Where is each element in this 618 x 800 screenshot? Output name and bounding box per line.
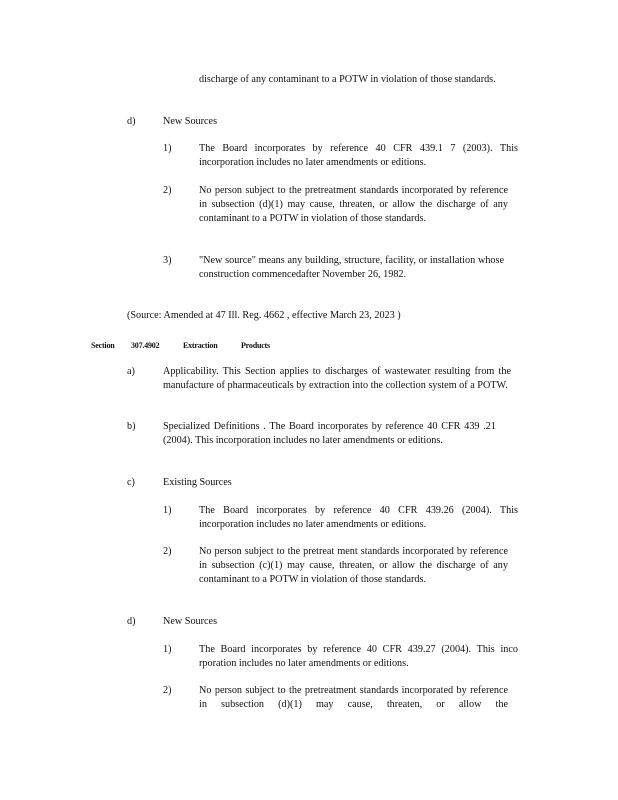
item-text: No person subject to the pretreatment standards incorporated by reference in subsection (d)(1) may cause, threaten, or allow the discharge of any contaminant to a POTW in violation of those standards.	[199, 185, 508, 224]
item-text: No person subject to the pretreat ment standards incorporated by reference in subsection (c)(1) may cause, threaten, or allow the discharge of any contaminant to a POTW in violation of those standards.	[199, 546, 508, 585]
item-number: 2)	[163, 546, 172, 557]
item-number: 2)	[163, 185, 172, 196]
section-title-word-1: Extraction	[183, 341, 218, 350]
item-text: "New source" means any building, structure, facility, or installation whose construction commencedafter November 26, 1982.	[199, 255, 504, 280]
section-title-word-2: Products	[241, 341, 270, 350]
item-number: 2)	[163, 685, 172, 696]
subsection-label-c: c)	[127, 477, 135, 488]
item-number: 1)	[163, 505, 172, 516]
item-text: No person subject to the pretreatment standards incorporated by reference in subsection (d)(1) may cause, threaten, or allow the	[199, 685, 508, 710]
item-text: The Board incorporates by reference 40 CFR 439.1 7 (2003). This incorporation includes no later amendments or editions.	[199, 143, 518, 168]
subsection-label-b: b)	[127, 421, 136, 432]
subsection-label-d: d)	[127, 616, 136, 627]
subsection-title-existing-sources: Existing Sources	[163, 477, 232, 488]
item-number: 3)	[163, 255, 172, 266]
applicability-paragraph: Applicability. This Section applies to discharges of wastewater resulting from the manufacture of pharmaceuticals by extraction into the collection system of a POTW.	[163, 366, 511, 391]
definitions-paragraph: Specialized Definitions . The Board incorporates by reference 40 CFR 439 .21 (2004). This incorporation includes no later amendments or editions.	[163, 421, 496, 446]
item-text: The Board incorporates by reference 40 CFR 439.27 (2004). This inco rporation includes no later amendments or editions.	[199, 644, 518, 669]
item-number: 1)	[163, 644, 172, 655]
section-number: 307.4902	[131, 341, 160, 350]
source-note: (Source: Amended at 47 Ill. Reg. 4662 , effective March 23, 2023 )	[127, 310, 401, 321]
section-word: Section	[91, 341, 115, 350]
continued-paragraph: discharge of any contaminant to a POTW in violation of those standards.	[199, 74, 496, 85]
subsection-label-a: a)	[127, 366, 135, 377]
subsection-title-new-sources: New Sources	[163, 616, 218, 627]
subsection-label-d: d)	[127, 116, 136, 127]
item-number: 1)	[163, 143, 172, 154]
item-text: The Board incorporates by reference 40 CFR 439.26 (2004). This incorporation includes no later amendments or editions.	[199, 505, 518, 530]
subsection-title-new-sources: New Sources	[163, 116, 218, 127]
